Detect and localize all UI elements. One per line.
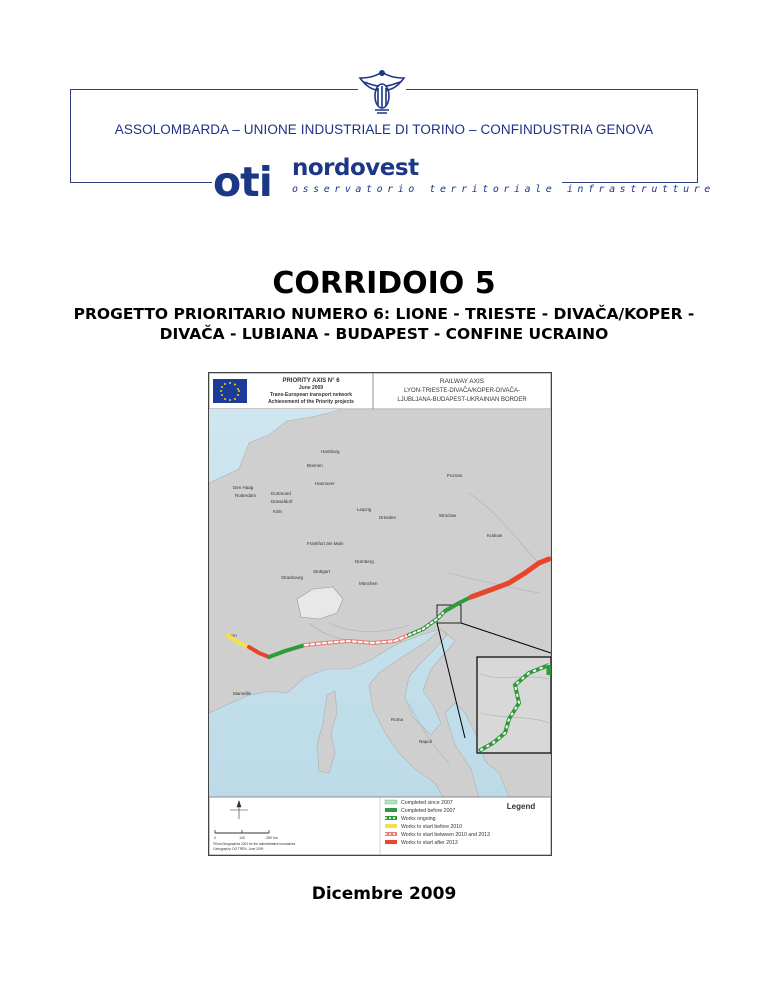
city-strasbourg: Strasbourg xyxy=(281,575,304,580)
document-date: Dicembre 2009 xyxy=(311,884,457,904)
legend-swatch-before-2010 xyxy=(385,824,397,828)
map-header-right-2: LYON-TRIESTE-DIVAČA/KOPER-DIVAČA- xyxy=(404,388,520,394)
city-stuttgart: Stuttgart xyxy=(313,569,331,574)
city-bremen: Bremen xyxy=(307,463,323,468)
legend-label-completed-since-2007: Completed since 2007 xyxy=(401,800,453,806)
credits-1: ©EuroGeographics 2001 for the administrative boundaries xyxy=(213,842,296,846)
city-nurnberg: Nürnberg xyxy=(355,559,374,564)
scale-unit: km xyxy=(273,836,278,840)
map-header-left-2: June 2009 xyxy=(298,385,324,391)
map-svg xyxy=(209,373,551,855)
header-frame-bottom-left xyxy=(70,182,212,183)
confindustria-eagle-icon xyxy=(356,66,408,116)
city-rotterdam: Rotterdam xyxy=(235,493,257,498)
header-frame-top-left xyxy=(70,89,358,90)
scale-0: 0 xyxy=(214,836,216,840)
city-marseille: Marseille xyxy=(233,691,252,696)
map-header-left-1: PRIORITY AXIS N° 6 xyxy=(282,378,340,384)
map-header-left-3: Trans-European transport network xyxy=(270,392,352,398)
city-lyon: Lyon xyxy=(227,633,237,638)
priority-axis-map xyxy=(208,372,552,856)
city-leipzig: Leipzig xyxy=(357,507,372,512)
city-hamburg: Hamburg xyxy=(321,449,340,454)
legend-swatch-completed-before-2007 xyxy=(385,808,397,812)
city-napoli: Napoli xyxy=(419,739,432,744)
city-munchen: München xyxy=(359,581,378,586)
legend-label-completed-before-2007: Completed before 2007 xyxy=(401,808,456,814)
legend-label-after-2013: Works to start after 2013 xyxy=(401,840,458,846)
document-subtitle: PROGETTO PRIORITARIO NUMERO 6: LIONE - TRIESTE - DIVAČA/KOPER - DIVAČA - LUBIANA - BUDAPEST - CONFINE UCRAINO xyxy=(73,305,695,343)
associations-line: ASSOLOMBARDA – UNIONE INDUSTRIALE DI TORINO – CONFINDUSTRIA GENOVA xyxy=(114,122,654,137)
city-den-haag: Den Haag xyxy=(233,485,254,490)
scale-140: 140 xyxy=(239,836,245,840)
map-header-right-3: LJUBLJANA-BUDAPEST-UKRAINIAN BORDER xyxy=(397,397,527,403)
legend-label-works-ongoing: Works ongoing xyxy=(401,816,436,822)
nordovest-logo-text: nordovest xyxy=(292,155,419,181)
city-krakow: Krakow xyxy=(487,533,503,538)
legend-label-2010-2013: Works to start between 2010 and 2013 xyxy=(401,832,491,838)
oti-logo-text: oti xyxy=(213,158,272,206)
logo-tagline: osservatorio territoriale infrastrutture xyxy=(292,184,715,195)
city-wroclaw: Wroclaw xyxy=(439,513,457,518)
credits-2: Cartography: DG TREN, June 2009 xyxy=(213,847,264,851)
legend-label-before-2010: Works to start before 2010 xyxy=(401,824,463,830)
city-hannover: Hannover xyxy=(315,481,335,486)
legend-swatch-completed-since-2007 xyxy=(385,800,397,804)
document-title: CORRIDOIO 5 xyxy=(272,266,496,301)
map-header-right-1: RAILWAY AXIS xyxy=(439,378,485,385)
city-dortmund: Dortmund xyxy=(271,491,291,496)
legend-swatch-after-2013 xyxy=(385,840,397,844)
inset-map xyxy=(477,657,551,753)
city-dusseldorf: Düsseldorf xyxy=(271,499,293,504)
header-frame-bottom-right xyxy=(562,182,698,183)
map-header-left-4: Achievement of the Priority projects xyxy=(268,399,354,405)
scale-280: 280 xyxy=(266,836,272,840)
header-frame-top-right xyxy=(406,89,698,90)
city-dresden: Dresden xyxy=(379,515,397,520)
legend-title: Legend xyxy=(506,802,536,811)
city-koln: Köln xyxy=(273,509,283,514)
city-roma: Roma xyxy=(391,717,404,722)
city-frankfurt: Frankfurt am Main xyxy=(307,541,344,546)
city-poznan: Poznan xyxy=(447,473,463,478)
